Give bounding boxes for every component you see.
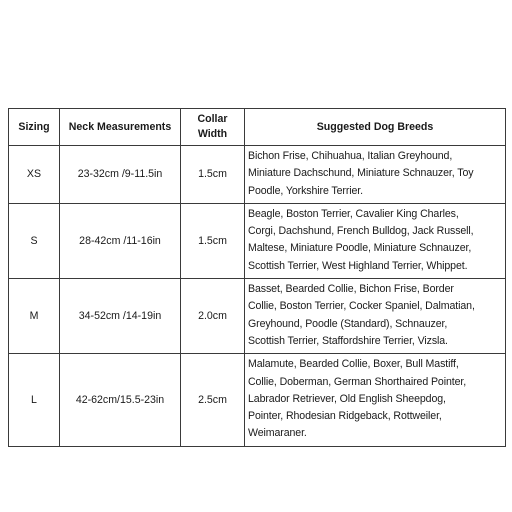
width-cell: 1.5cm [181,203,245,278]
breeds-cell: Malamute, Bearded Collie, Boxer, Bull Mastiff, Collie, Doberman, German Shorthaired Pointer, Labrador Retriever, Old English Sheepdog, Pointer, Rhodesian Ridgeback, Rottweiler, Weimaraner. [245,354,506,446]
size-cell: S [9,203,60,278]
neck-cell: 34-52cm /14-19in [60,279,181,354]
width-cell: 2.0cm [181,279,245,354]
size-chart-table [8,108,506,447]
neck-cell: 28-42cm /11-16in [60,203,181,278]
header-sizing: Sizing [9,109,60,146]
header-neck-measurements: Neck Measurements [60,109,181,146]
breeds-cell: Beagle, Boston Terrier, Cavalier King Charles, Corgi, Dachshund, French Bulldog, Jack Russell, Maltese, Miniature Poodle, Miniature Schnauzer, Scottish Terrier, West Highland Terrier, Whippet. [245,203,506,278]
size-cell: L [9,354,60,446]
neck-cell: 42-62cm/15.5-23in [60,354,181,446]
width-cell: 2.5cm [181,354,245,446]
table-body [9,146,506,447]
table-row [9,354,506,446]
header-collar-width [181,109,245,146]
neck-cell: 23-32cm /9-11.5in [60,146,181,204]
size-cell: M [9,279,60,354]
breeds-cell: Basset, Bearded Collie, Bichon Frise, Border Collie, Boston Terrier, Cocker Spaniel, Dalmatian, Greyhound, Poodle (Standard), Schnauzer, Scottish Terrier, Staffordshire Terrier, Vizsla. [245,279,506,354]
table-row [9,279,506,354]
table-row [9,203,506,278]
breeds-cell: Bichon Frise, Chihuahua, Italian Greyhound, Miniature Dachschund, Miniature Schnauzer, Toy Poodle, Yorkshire Terrier. [245,146,506,204]
table-row [9,146,506,204]
header-collar-width-line1: Collar [197,113,228,125]
width-cell: 1.5cm [181,146,245,204]
header-collar-width-line2: Width [197,128,228,140]
header-suggested-breeds: Suggested Dog Breeds [245,109,506,146]
header-row [9,109,506,146]
table-header [9,109,506,146]
size-cell: XS [9,146,60,204]
